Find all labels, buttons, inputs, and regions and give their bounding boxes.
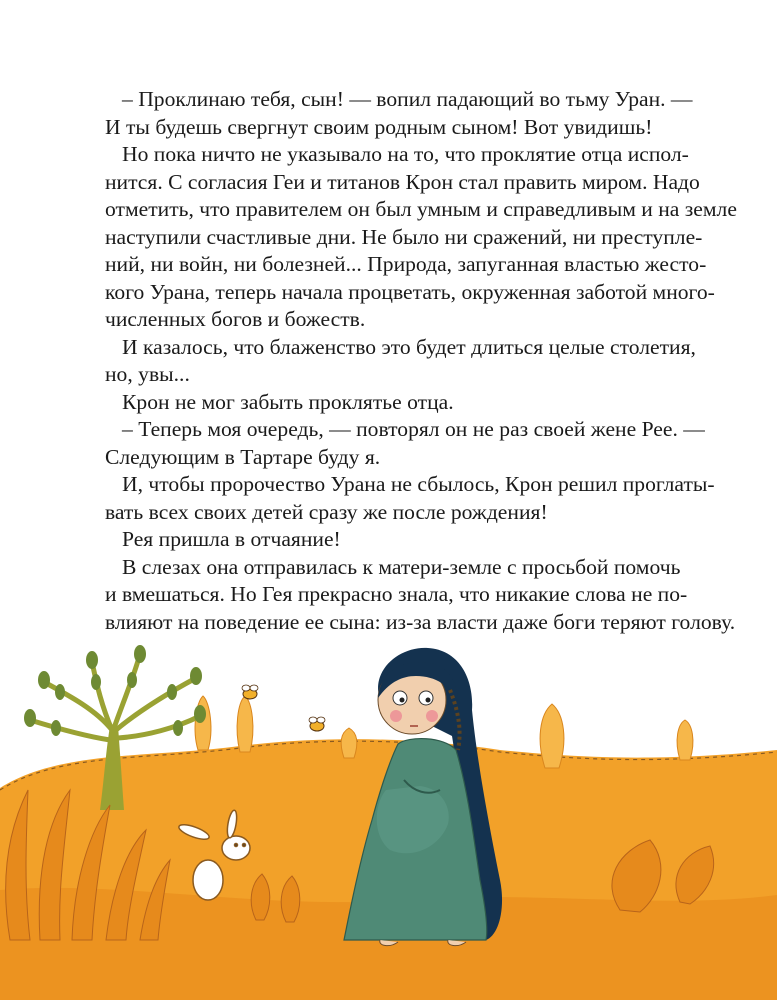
tree-branch xyxy=(30,720,110,740)
text-line: Рея пришла в отчаяние! xyxy=(122,527,341,551)
text-line: Следующим в Тартаре буду я. xyxy=(105,444,381,469)
tree-leaf xyxy=(38,671,50,689)
rhea-cheek xyxy=(426,710,438,722)
tree-leaf xyxy=(194,705,206,723)
rhea-landscape-illustration xyxy=(0,640,777,1000)
tree-leaf xyxy=(134,645,146,663)
tree-leaf xyxy=(86,651,98,669)
cypress-tree xyxy=(677,720,693,760)
text-line: кого Урана, теперь начала процветать, окруженная заботой много- xyxy=(105,279,715,304)
text-line: В слезах она отправилась к матери-земле с просьбой помочь xyxy=(122,554,681,579)
text-line: нится. С согласия Геи и титанов Крон стал править миром. Надо xyxy=(105,169,700,194)
tree-leaf xyxy=(24,709,36,727)
text-line: И ты будешь свергнут своим родным сыном! Вот увидишь! xyxy=(105,114,653,139)
rabbit-eye xyxy=(235,844,238,847)
tree-leaf xyxy=(167,684,177,700)
rabbit-body xyxy=(193,860,223,900)
tree-leaf xyxy=(55,684,65,700)
text-line: ний, ни войн, ни болезней... Природа, запуганная властью жесто- xyxy=(105,252,707,276)
rabbit-eye xyxy=(243,844,246,847)
text-line: наступили счастливые дни. Не было ни сражений, ни преступле- xyxy=(105,224,703,249)
cypress-tree xyxy=(195,696,211,750)
text-line: И казалось, что блаженство это будет длиться целые столетия, xyxy=(122,334,696,359)
cypress-tree xyxy=(341,728,357,758)
cypress-tree xyxy=(237,696,253,752)
tree-leaf xyxy=(91,674,101,690)
bee xyxy=(309,717,325,731)
rabbit-head xyxy=(222,836,250,860)
bee xyxy=(242,685,258,699)
tree-leaf xyxy=(173,720,183,736)
story-text xyxy=(105,86,737,636)
text-line: Но пока ничто не указывало на то, что проклятие отца испол- xyxy=(122,142,689,166)
text-line: отметить, что правителем он был умным и справедливым и на земле xyxy=(105,197,737,221)
tree-leaf xyxy=(127,672,137,688)
text-line: но, увы... xyxy=(105,362,190,386)
tree-leaf xyxy=(190,667,202,685)
text-line: и вмешаться. Но Гея прекрасно знала, что никакие слова не по- xyxy=(105,582,688,606)
text-line: Крон не мог забыть проклятье отца. xyxy=(122,389,454,414)
tree-leaf xyxy=(51,720,61,736)
text-line: И, чтобы пророчество Урана не сбылось, Крон решил проглаты- xyxy=(122,472,715,496)
text-line: влияют на поведение ее сына: из-за власти даже боги теряют голову. xyxy=(105,609,736,634)
bees xyxy=(242,685,325,731)
rhea-eye xyxy=(419,691,433,705)
rhea-cheek xyxy=(390,710,402,722)
text-line: вать всех своих детей сразу же после рождения! xyxy=(105,499,548,524)
text-line: – Проклинаю тебя, сын! — вопил падающий во тьму Уран. — xyxy=(122,87,693,111)
text-line: – Теперь моя очередь, — повторял он не раз своей жене Рее. — xyxy=(122,417,705,441)
text-line: численных богов и божеств. xyxy=(105,307,366,331)
rhea-eye xyxy=(393,691,407,705)
cypress-tree xyxy=(540,704,564,768)
